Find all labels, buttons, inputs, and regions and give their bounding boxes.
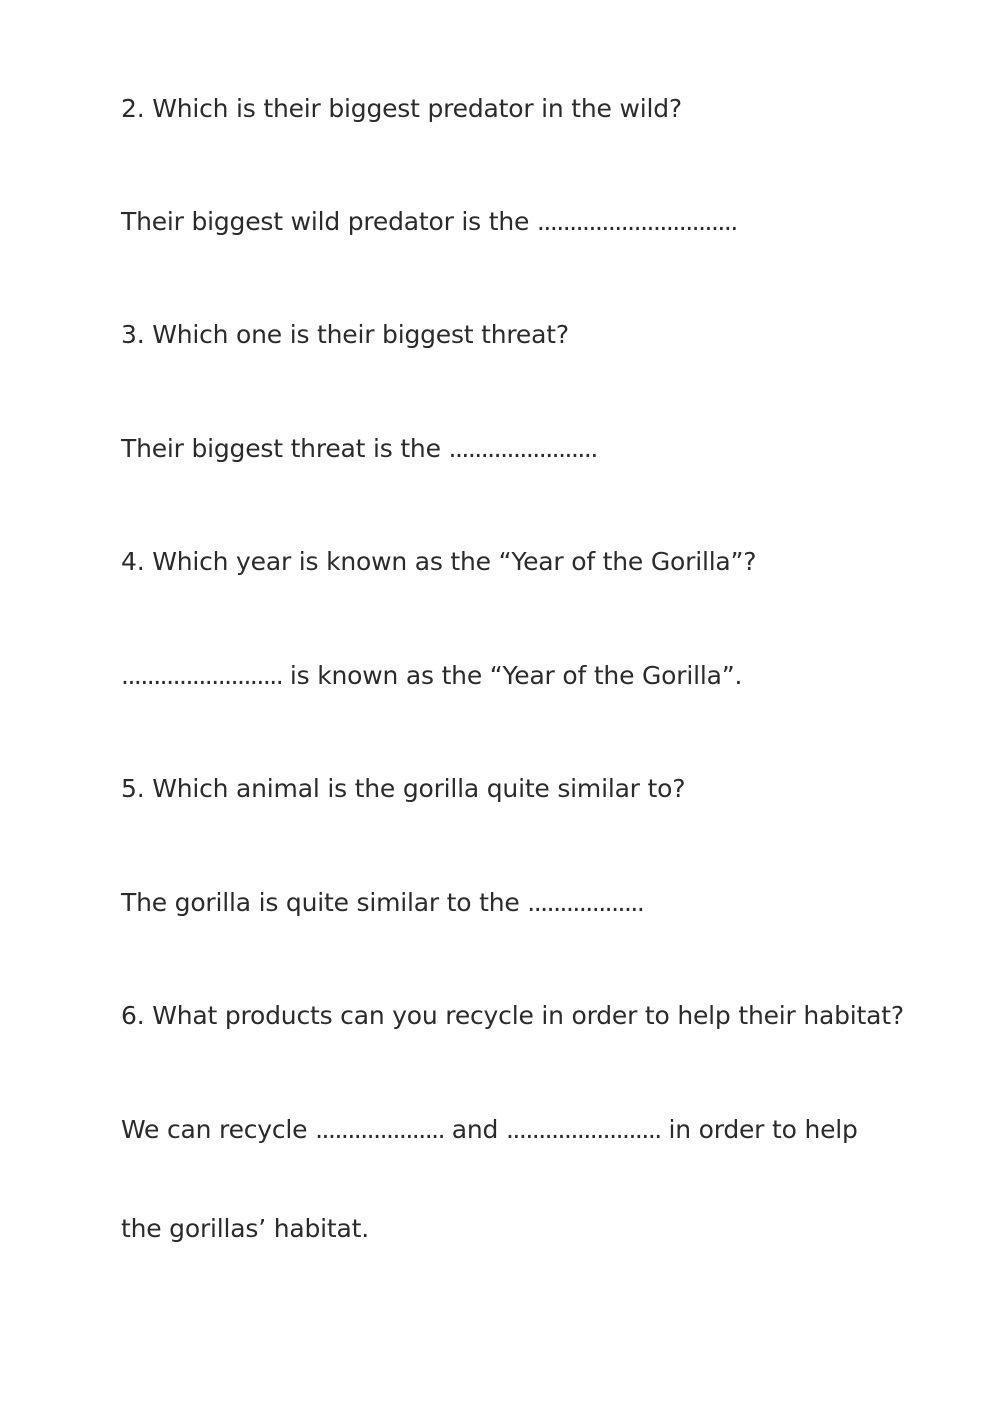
answer-2-prefix: Their biggest wild predator is the — [121, 207, 537, 236]
question-3 — [121, 320, 569, 350]
answer-5-prefix: The gorilla is quite similar to the — [121, 888, 528, 917]
question-5 — [121, 774, 685, 804]
question-6-text: 6. What products can you recycle in order to help their habitat? — [121, 1001, 904, 1030]
answer-6-line2: the gorillas’ habitat. — [121, 1214, 369, 1243]
answer-6-part2: and — [444, 1115, 506, 1144]
answer-4-blank[interactable]: ......................... — [121, 661, 283, 690]
question-2 — [121, 94, 682, 124]
answer-4 — [121, 661, 742, 691]
answer-4-suffix: is known as the “Year of the Gorilla”. — [282, 661, 743, 690]
question-2-text: 2. Which is their biggest predator in the wild? — [121, 94, 682, 123]
question-5-text: 5. Which animal is the gorilla quite similar to? — [121, 774, 686, 803]
answer-6-part1: We can recycle — [121, 1115, 316, 1144]
answer-2 — [121, 207, 737, 237]
answer-3 — [121, 434, 597, 464]
question-3-text: 3. Which one is their biggest threat? — [121, 320, 569, 349]
answer-3-prefix: Their biggest threat is the — [121, 434, 449, 463]
answer-3-blank[interactable]: ....................... — [448, 434, 597, 463]
answer-5-blank[interactable]: .................. — [527, 888, 644, 917]
answer-6-part3: in order to help — [660, 1115, 858, 1144]
question-4 — [121, 547, 756, 577]
answer-5 — [121, 888, 643, 918]
answer-2-blank[interactable]: ............................... — [536, 207, 737, 236]
answer-6-continued — [121, 1214, 369, 1244]
question-4-text: 4. Which year is known as the “Year of the Gorilla”? — [121, 547, 757, 576]
answer-6-blank-1[interactable]: .................... — [315, 1115, 445, 1144]
question-6 — [121, 1001, 904, 1031]
answer-6 — [121, 1115, 858, 1145]
answer-6-blank-2[interactable]: ........................ — [505, 1115, 661, 1144]
